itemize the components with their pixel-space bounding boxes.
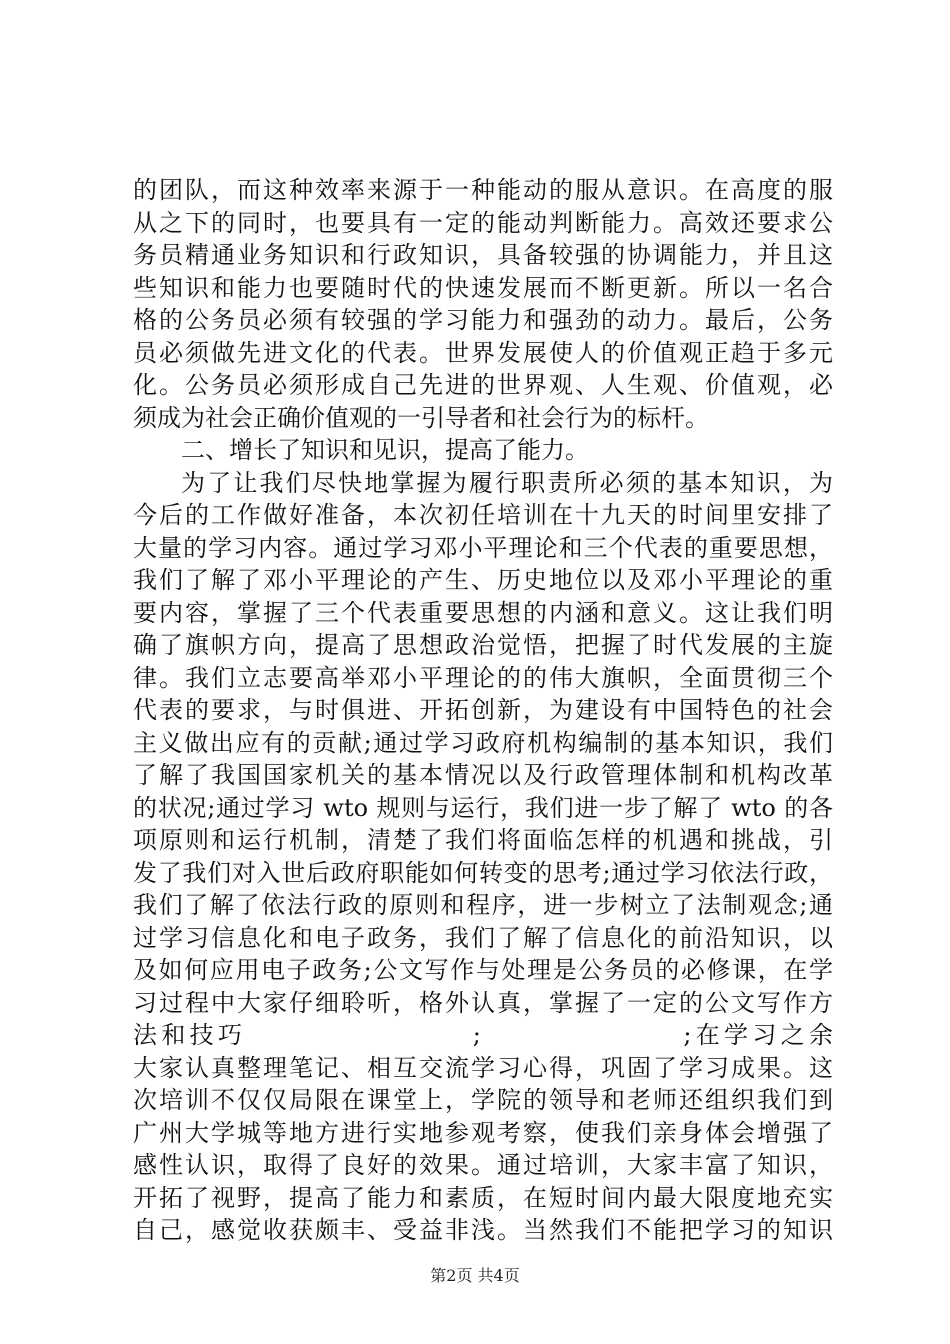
text-line: 主义做出应有的贡献;通过学习政府机构编制的基本知识，我们 [133,728,833,757]
text-line: 过学习信息化和电子政务，我们了解了信息化的前沿知识，以 [133,923,833,952]
text-line: 我们了解了依法行政的原则和程序，进一步树立了法制观念;通 [133,891,833,919]
text-line: 须成为社会正确价值观的一引导者和社会行为的标杆。 [133,403,709,432]
text-line: 开拓了视野，提高了能力和素质，在短时间内最大限度地充实 [133,1183,833,1212]
text-line: 今后的工作做好准备，本次初任培训在十九天的时间里安排了 [133,501,833,529]
text-line: 要内容，掌握了三个代表重要思想的内涵和意义。这让我们明 [133,598,833,627]
text-line: 化。公务员必须形成自己先进的世界观、人生观、价值观，必 [133,371,833,399]
text-line: 广州大学城等地方进行实地参观考察，使我们亲身体会增强了 [133,1118,833,1147]
text-line: 感性认识，取得了良好的效果。通过培训，大家丰富了知识， [133,1151,833,1179]
text-line: 法和技巧 ; ;在学习之余 [133,1021,833,1049]
text-line: 次培训不仅仅局限在课堂上，学院的领导和老师还组织我们到 [133,1086,833,1114]
text-line: 的团队，而这种效率来源于一种能动的服从意识。在高度的服 [133,176,833,204]
text-line: 项原则和运行机制，清楚了我们将面临怎样的机遇和挑战，引 [133,826,833,854]
page-footer: 第2页 共4页 [430,1266,520,1285]
text-line: 大量的学习内容。通过学习邓小平理论和三个代表的重要思想， [133,533,833,562]
text-line: 确了旗帜方向，提高了思想政治觉悟，把握了时代发展的主旋 [133,631,833,659]
text-line: 格的公务员必须有较强的学习能力和强劲的动力。最后，公务 [133,306,833,334]
text-line: 发了我们对入世后政府职能如何转变的思考;通过学习依法行政， [133,858,833,887]
text-line: 大家认真整理笔记、相互交流学习心得，巩固了学习成果。这 [133,1053,833,1082]
text-line: 些知识和能力也要随时代的快速发展而不断更新。所以一名合 [133,273,833,302]
text-line: 律。我们立志要高举邓小平理论的的伟大旗帜，全面贯彻三个 [133,663,833,692]
document-body [133,174,833,1247]
text-line: 从之下的同时，也要具有一定的能动判断能力。高效还要求公 [133,208,833,237]
text-line: 了解了我国国家机关的基本情况以及行政管理体制和机构改革 [133,761,833,789]
text-line: 我们了解了邓小平理论的产生、历史地位以及邓小平理论的重 [133,566,833,594]
text-line: 员必须做先进文化的代表。世界发展使人的价值观正趋于多元 [133,338,833,367]
text-line: 代表的要求，与时俱进、开拓创新，为建设有中国特色的社会 [133,696,833,724]
section-heading: 二、增长了知识和见识，提高了能力。 [181,436,589,464]
text-line: 的状况;通过学习 wto 规则与运行，我们进一步了解了 wto 的各 [133,793,833,822]
text-line: 习过程中大家仔细聆听，格外认真，掌握了一定的公文写作方 [133,988,833,1017]
text-line: 务员精通业务知识和行政知识，具备较强的协调能力，并且这 [133,241,833,269]
paragraph-first-line: 为了让我们尽快地掌握为履行职责所必须的基本知识，为 [181,468,833,497]
text-line: 及如何应用电子政务;公文写作与处理是公务员的必修课，在学 [133,956,833,984]
text-line: 自己，感觉收获颇丰、受益非浅。当然我们不能把学习的知识 [133,1216,833,1244]
